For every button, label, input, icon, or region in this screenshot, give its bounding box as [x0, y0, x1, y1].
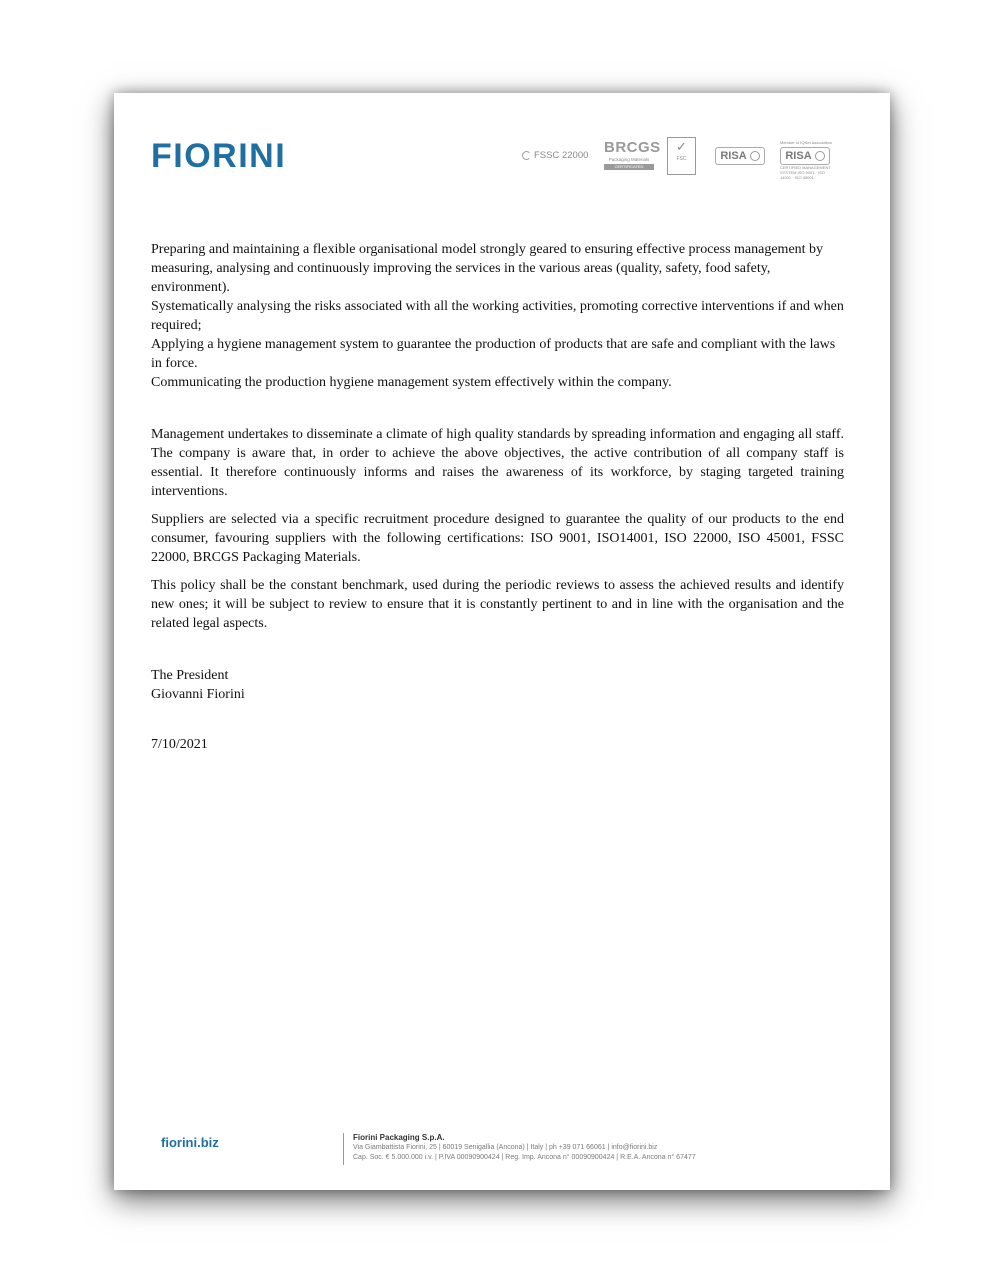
policy-paragraph: Suppliers are selected via a specific recruitment procedure designed to guarantee the quality of our products to the end consumer, favouring suppliers with the following certifications: ISO 9001, ISO14001, ISO 22000, ISO 45001, FSSC 22000, BRCGS Packaging Materials.: [151, 512, 844, 565]
fssc-logo: [522, 150, 588, 161]
signature-block: [151, 666, 245, 704]
seal-icon: [750, 151, 760, 161]
signature-title: The President: [151, 668, 229, 683]
fsc-logo: [667, 137, 696, 175]
risa2-top: Member of IQNet Association: [780, 140, 833, 145]
risa2-bottom: CERTIFIED MANAGEMENT SYSTEM ISO 9001 · ISO 14001 · ISO 45001: [780, 165, 831, 180]
seal-icon: [815, 151, 825, 161]
risa2-label: RISA: [785, 150, 812, 162]
company-logo: FIORINI: [151, 137, 287, 175]
brcgs-logo: [604, 139, 661, 170]
risa2-box: [780, 147, 830, 165]
fssc-ring-icon: [522, 151, 531, 160]
risa-logo: [715, 147, 765, 165]
brcgs-sub: Packaging Materials: [608, 157, 650, 162]
footer-address: Via Giambattista Fiorini, 25 | 60019 Senigallia (Ancona) | Italy | ph +39 071 66061 | info@fiorini.biz: [353, 1144, 658, 1151]
document-date: 7/10/2021: [151, 737, 208, 752]
policy-body: [151, 240, 844, 633]
document-page: [114, 93, 890, 1190]
footer-divider: [343, 1133, 344, 1165]
fssc-label: FSSC 22000: [534, 150, 589, 161]
policy-list-item: Preparing and maintaining a flexible organisational model strongly geared to ensuring effective process management by measuring, analysing and continuously improving the services in the various areas (quality, safety, food safety, environment).: [151, 242, 824, 295]
tree-icon: ✓: [676, 139, 687, 154]
certification-logos: [522, 135, 842, 181]
footer-website-link[interactable]: fiorini.biz: [161, 1135, 219, 1150]
brcgs-bar: CERTIFICATED: [604, 164, 654, 170]
policy-list-item: Communicating the production hygiene management system effectively within the company.: [151, 375, 672, 390]
brcgs-mark: BRCGS: [604, 139, 661, 156]
footer-company-info: [353, 1132, 696, 1162]
policy-list-item: Systematically analysing the risks associated with all the working activities, promoting corrective interventions if and when required;: [151, 299, 844, 333]
footer-legal: Cap. Soc. € 5.000.000 i.v. | P.IVA 00090900424 | Reg. Imp. Ancona n° 00090900424 | R.E.A. Ancona n° 67477: [353, 1153, 696, 1161]
policy-paragraph: Management undertakes to disseminate a climate of high quality standards by spreading information and engaging all staff. The company is aware that, in order to achieve the above objectives, the active contribution of all company staff is essential. It therefore continuously informs and raises the awareness of its workforce, by staging targeted training interventions.: [151, 427, 844, 499]
footer-company-name: Fiorini Packaging S.p.A.: [353, 1133, 445, 1142]
fsc-label: FSC: [676, 156, 687, 162]
signature-name: Giovanni Fiorini: [151, 687, 245, 702]
policy-paragraph: This policy shall be the constant benchmark, used during the periodic reviews to assess the achieved results and identify new ones; it will be subject to review to ensure that it is constantly pertinent to and in line with the organisation and the related legal aspects.: [151, 578, 844, 631]
risa-label: RISA: [720, 150, 747, 162]
policy-list-item: Applying a hygiene management system to guarantee the production of products that are safe and compliant with the laws in force.: [151, 337, 836, 371]
risa-iqnet-logo: [780, 140, 835, 180]
